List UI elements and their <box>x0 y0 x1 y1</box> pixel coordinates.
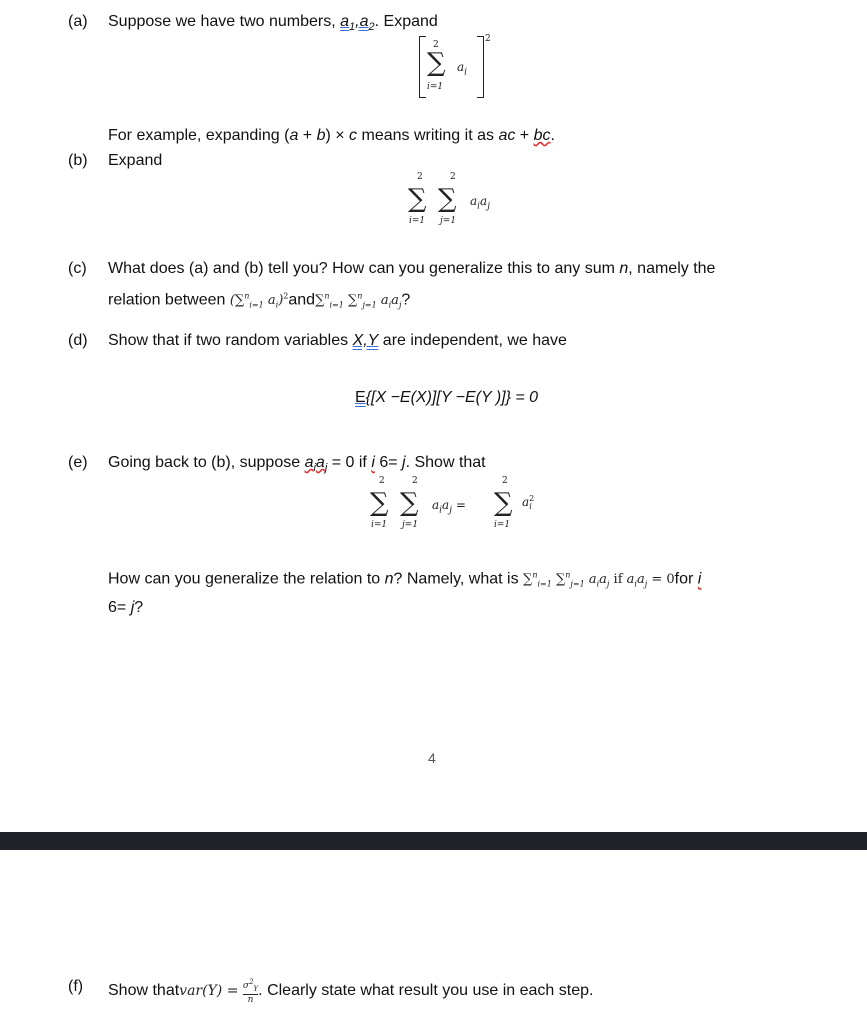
part-a-example: For example, expanding (a + b) × c means writing it as ac + bc. <box>108 127 555 144</box>
right-bracket <box>477 36 484 98</box>
part-e-label: (e) <box>68 454 88 471</box>
part-e-generalize-line2: 6= j? <box>108 599 144 616</box>
sum-upper-2: 2 <box>412 476 418 486</box>
sum-term: $a_ia_j$ <box>470 194 490 212</box>
sum-lower-2: j=1 <box>440 216 457 226</box>
formula-square-of-sum: (∑$^n_{i=1}$ $a_i)^2$ <box>229 292 289 310</box>
part-a-label: (a) <box>68 13 88 30</box>
part-a-question: Suppose we have two numbers, $a_1,a_2$. Expand <box>108 13 438 34</box>
part-e-generalize: How can you generalize the relation to n? Namely, what is ∑$^n_{i=1}$ ∑$^n_{j=1}$ $a_ia_j$ if $a_ia_j = 0for$ i <box>108 570 702 589</box>
part-f-label: (f) <box>68 978 84 995</box>
sum-term: $a_i$ <box>457 60 468 78</box>
formula-variance: var(Y) = $\frac{\sigma^2_Y}{n}$ <box>179 978 259 1005</box>
sum-lower: i=1 <box>427 82 444 92</box>
part-c-label: (c) <box>68 260 87 277</box>
power: 2 <box>485 34 491 44</box>
part-b-text: Expand <box>108 152 163 169</box>
sum-lower-2: j=1 <box>402 520 419 530</box>
part-d-equation: E{[X −E(X)][Y −E(Y )]} = 0 <box>355 389 539 406</box>
part-e-equation <box>366 476 556 536</box>
sum-upper-3: 2 <box>502 476 508 486</box>
left-bracket <box>419 36 426 98</box>
sum-upper-1: 2 <box>379 476 385 486</box>
sigma-symbol-3: ∑ <box>494 488 513 518</box>
part-a-equation <box>419 34 491 98</box>
sum-upper-2: 2 <box>450 172 456 182</box>
sum-upper: 2 <box>433 40 439 50</box>
sum-lower-1: i=1 <box>371 520 388 530</box>
sum-lower-1: i=1 <box>409 216 426 226</box>
formula-double-sum: ∑$^n_{i=1}$ ∑$^n_{j=1}$ $a_ia_j$ <box>315 292 402 310</box>
sum-term-right: $a^2_i$ <box>522 494 535 512</box>
part-b-label: (b) <box>68 152 88 169</box>
part-d-text: Show that if two random variables X,Y are independent, we have <box>108 332 567 349</box>
page-number: 4 <box>428 750 436 766</box>
sum-upper-1: 2 <box>417 172 423 182</box>
part-e-text: Going back to (b), suppose $a_ia_j = 0$ if i 6= j. Show that <box>108 454 486 475</box>
sigma-symbol-1: ∑ <box>370 488 389 518</box>
part-d-label: (d) <box>68 332 88 349</box>
page-divider <box>0 832 867 850</box>
sigma-symbol-1: ∑ <box>408 184 427 214</box>
sigma-symbol-2: ∑ <box>400 488 419 518</box>
formula-generalize: ∑$^n_{i=1}$ ∑$^n_{j=1}$ $a_ia_j$ if $a_ia_j = 0$ <box>523 571 675 589</box>
sum-term-left: $a_ia_j$ = <box>432 498 466 516</box>
sigma-symbol: ∑ <box>427 48 446 78</box>
sum-lower-3: i=1 <box>494 520 511 530</box>
part-f-text: Show thatvar(Y) = $\frac{\sigma^2_Y}{n}$ . Clearly state what result you use in each step. <box>108 978 594 1005</box>
part-b-equation <box>404 172 514 232</box>
part-c-line2: relation between (∑$^n_{i=1}$ $a_i)^2and\sum^n_{i=1}$ ∑$^n_{j=1}$ $a_ia_j$? <box>108 291 411 310</box>
part-c-line1: What does (a) and (b) tell you? How can you generalize this to any sum n, namely the <box>108 260 716 277</box>
sigma-symbol-2: ∑ <box>438 184 457 214</box>
